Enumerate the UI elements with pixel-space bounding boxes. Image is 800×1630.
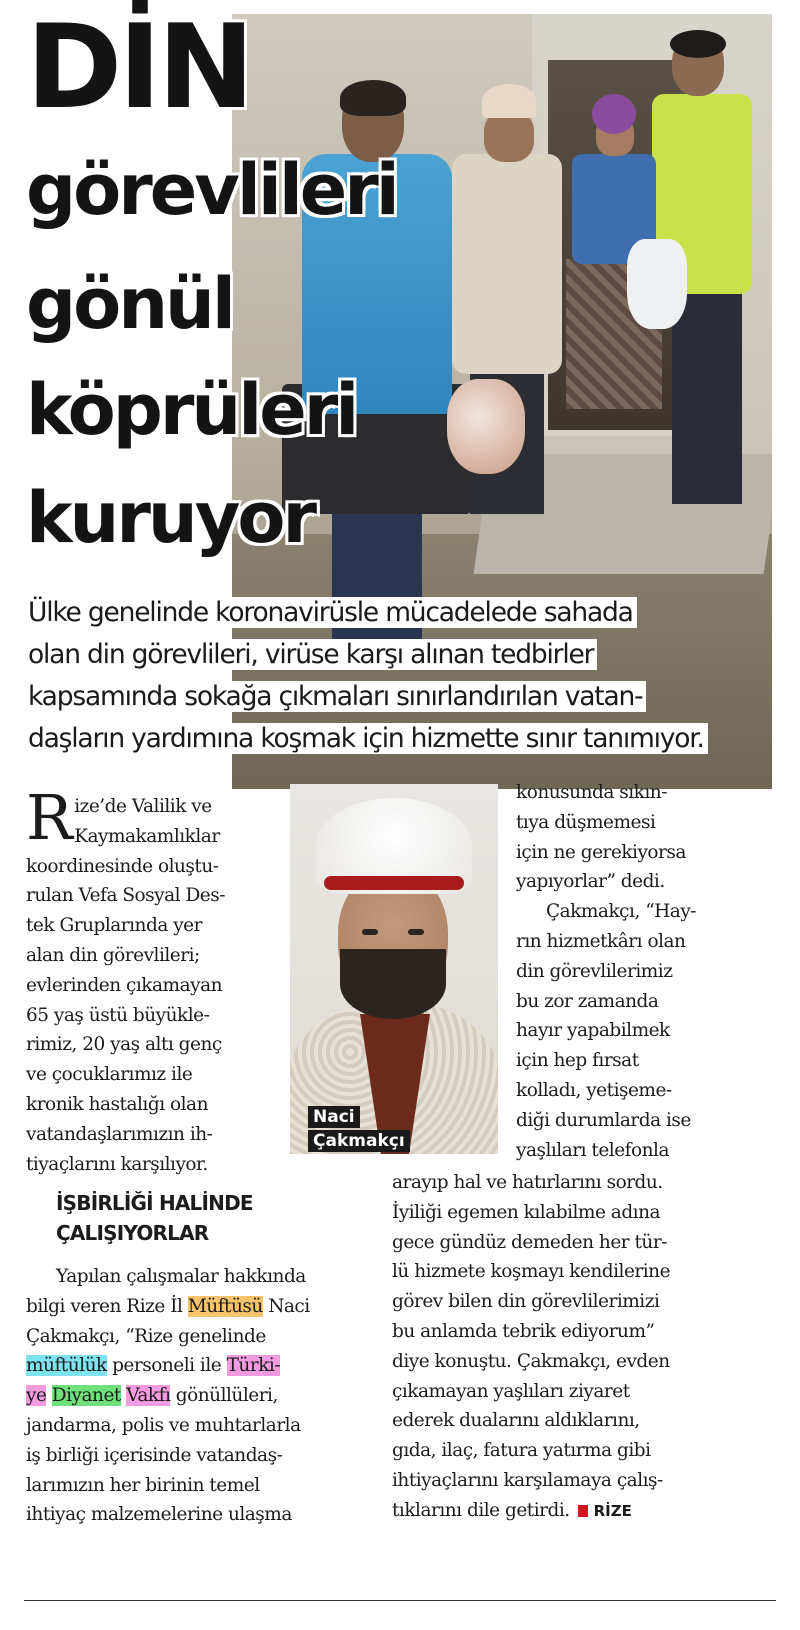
body-line: ihtiyaçlarını karşılamaya çalış- [392,1469,663,1491]
subhead-line: ÇALIŞIYORLAR [56,1221,209,1245]
body-line: lü hizmete koşmayı kendilerine [392,1261,671,1283]
aid-bag [447,379,525,474]
body-line: ye Diyanet Vakfı gönüllüleri, [26,1385,278,1407]
body-line: iş birliği içerisinde vatandaş- [26,1444,283,1466]
bottom-rule [24,1600,776,1601]
body-line: yaşlıları telefonla [516,1139,669,1161]
highlight-mufti: Müftüsü [187,1295,263,1317]
portrait-photo [290,784,498,1154]
body-column-3 [516,778,776,1165]
body-line: İyiliği egemen kılabilme adına [392,1201,661,1223]
body-line: gıda, ilaç, fatura yatırma gibi [392,1440,651,1462]
body-line: diye konuştu. Çakmakçı, evden [392,1350,670,1372]
body-line: rimiz, 20 yaş altı genç [26,1034,222,1056]
body-line: Yapılan çalışmalar hakkında [56,1266,306,1287]
body-line: ve çocuklarımız ile [26,1064,193,1086]
body-line: din görevlilerimiz [516,960,673,982]
headline-line-4: köprüleri [26,369,357,451]
body-line: larımızın her birinin temel [26,1474,260,1496]
body-line: konusunda sıkın- [516,782,667,803]
body-line: evlerinden çıkamayan [26,974,223,996]
lead-line: Ülke genelinde koronavirüsle mücadelede sahada [24,597,637,628]
lead-line: olan din görevlileri, virüse karşı alınan tedbirler [24,639,597,670]
caption-line: Naci [308,1106,360,1128]
caption-line: Çakmakçı [308,1130,410,1152]
highlight-turkiye-end: ye [26,1385,47,1407]
lead-line: kapsamında sokağa çıkmaları sınırlandırılan vatan- [24,681,646,712]
body-line: koordinesinde oluştu- [26,855,219,877]
body-line: gece gündüz demeden her tür- [392,1231,667,1253]
body-line: için hep fırsat [516,1050,639,1072]
body-line: Çakmakçı, “Rize genelinde [26,1325,266,1347]
section-subhead [56,1188,253,1248]
body-line: hayır yapabilmek [516,1020,670,1042]
body-line: rulan Vefa Sosyal Des- [26,885,225,907]
body-line: arayıp hal ve hatırlarını sordu. [392,1172,663,1193]
body-line: tiyaçlarını karşılıyor. [26,1153,208,1175]
subhead-line: İŞBİRLİĞİ HALİNDE [56,1191,253,1215]
body-line: bu anlamda tebrik ediyorum” [392,1320,655,1342]
highlight-muftuluk: müftülük [26,1355,107,1377]
body-line: alan din görevlileri; [26,944,200,966]
portrait-caption [308,1106,410,1154]
lead-paragraph [24,592,744,760]
body-line: 65 yaş üstü büyükle- [26,1004,210,1026]
body-column-1-lower [26,1262,396,1530]
body-line: kolladı, yetişeme- [516,1079,672,1101]
body-line: için ne gerekiyorsa [516,841,686,863]
body-line: rın hizmetkârı olan [516,930,686,952]
headline-line-3: gönül [26,263,233,345]
body-line: müftülük personeli ile Türki- [26,1355,281,1377]
location-tag: RİZE [593,1501,632,1520]
body-line: ederek dualarını aldıklarını, [392,1410,640,1432]
body-line: diği durumlarda ise [516,1109,691,1131]
headline-line-5: kuruyor [26,477,314,559]
highlight-diyanet: Diyanet [51,1385,121,1407]
body-line: Kaymakamlıklar [74,825,220,847]
body-line: bu zor zamanda [516,990,659,1012]
body-line: yapıyorlar” dedi. [516,871,665,893]
body-line: vatandaşlarımızın ih- [26,1123,213,1145]
body-line: ize’de Valilik ve [74,796,212,817]
red-square-icon [578,1505,588,1517]
lead-line: daşların yardımına koşmak için hizmette sınır tanımıyor. [24,723,708,754]
body-line: tıya düşmemesi [516,811,656,833]
body-line: jandarma, polis ve muhtarlarla [26,1414,301,1436]
body-line-last: tıklarını dile getirdi. RİZE [392,1499,632,1521]
body-line: görev bilen din görevlilerimizi [392,1291,660,1313]
body-column-3-wide [392,1168,782,1527]
headline-line-1: DİN [26,0,251,135]
body-line: kronik hastalığı olan [26,1093,208,1115]
highlight-vakfi: Vakfı [126,1385,171,1407]
body-line: çıkamayan yaşlıları ziyaret [392,1380,630,1402]
body-line: tek Gruplarında yer [26,915,202,937]
body-line: bilgi veren Rize İl Müftüsü Naci [26,1295,310,1317]
headline-line-2: görevlileri [26,149,397,231]
body-line: Çakmakçı, “Hay- [546,901,697,923]
body-column-1 [26,781,276,1179]
drop-cap: R [26,781,73,854]
body-line: ihtiyaç malzemelerine ulaşma [26,1504,292,1526]
highlight-turkiye: Türki- [226,1355,281,1377]
